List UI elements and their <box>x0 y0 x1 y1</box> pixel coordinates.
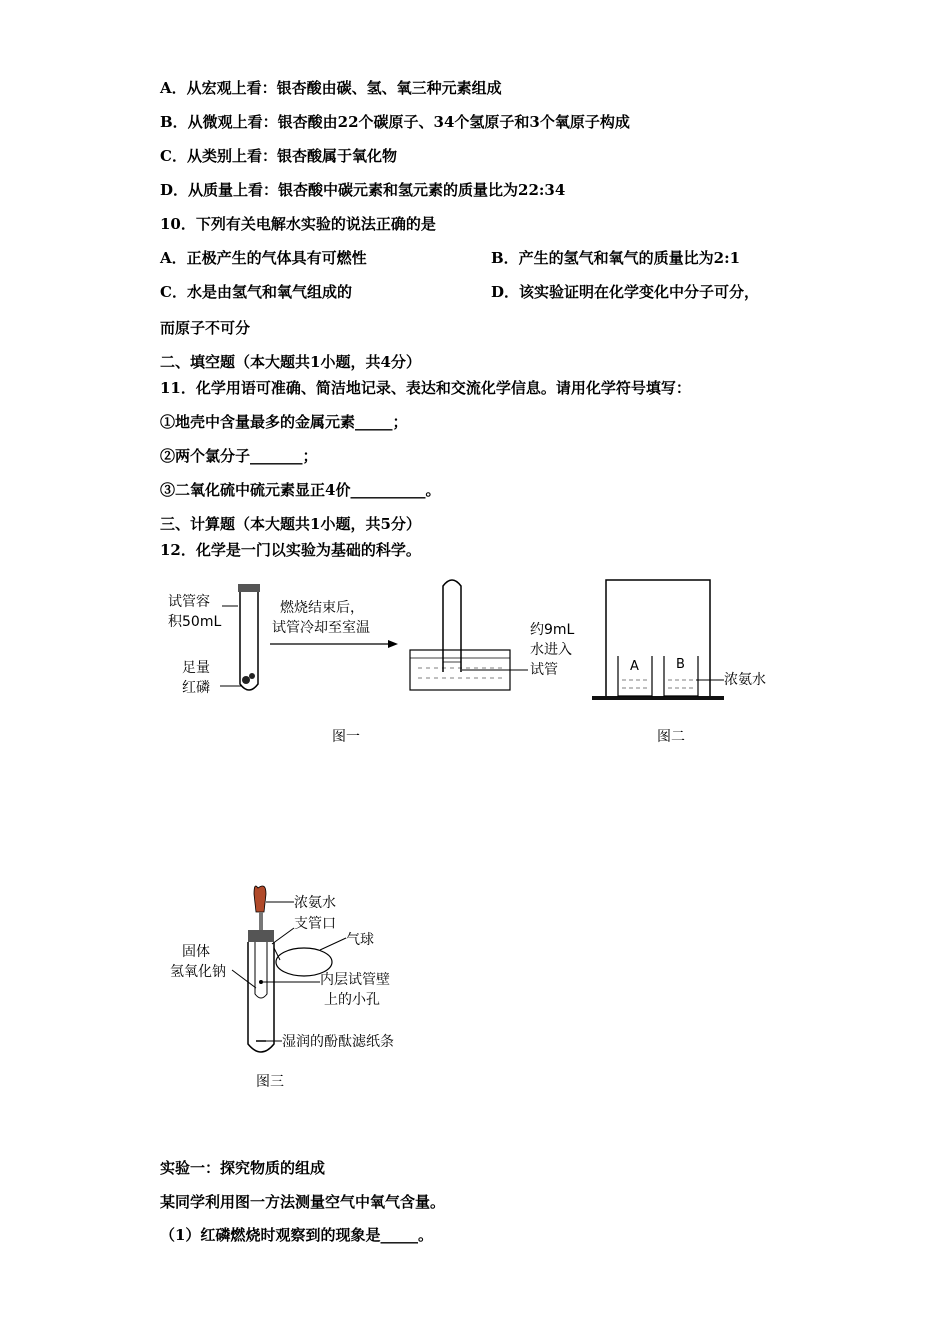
experiment1-heading: 实验一：探究物质的组成 <box>160 1159 326 1177</box>
fig1-test-tube <box>240 592 258 690</box>
q9-option-c: C．从类别上看：银杏酸属于氧化物 <box>160 147 397 165</box>
fig2-ammonia-label: 浓氨水 <box>724 672 766 688</box>
fig1-stopper <box>238 584 260 592</box>
q11-item-2: ②两个氯分子_______； <box>160 447 318 465</box>
fig3-solid-label-1: 固体 <box>182 944 210 960</box>
fig1-water-label-3: 试管 <box>530 662 558 678</box>
fig3-hole-label-1: 内层试管壁 <box>320 972 390 988</box>
q9-option-b: B．从微观上看：银杏酸由22个碳原子、34个氢原子和3个氧原子构成 <box>160 113 630 131</box>
experiment1-question-1: （1）红磷燃烧时观察到的现象是_____。 <box>160 1226 433 1244</box>
fig1-phosphorus-label-1: 足量 <box>182 660 210 676</box>
fig2-base <box>592 696 724 700</box>
figure-1-diagram <box>160 572 590 752</box>
q9-option-d: D．从质量上看：银杏酸中碳元素和氢元素的质量比为22:34 <box>160 181 566 199</box>
figure-2-diagram <box>592 576 782 706</box>
fig3-stopper <box>248 930 274 942</box>
fig3-solid-label-2: 氢氧化钠 <box>170 964 226 980</box>
q11-item-3: ③二氧化硫中硫元素显正4价__________。 <box>160 481 441 499</box>
q12-stem: 12．化学是一门以实验为基础的科学。 <box>160 541 421 559</box>
figure-3-diagram <box>160 884 420 1060</box>
fig3-hole-label-2: 上的小孔 <box>324 992 380 1008</box>
q10-option-d: D．该实验证明在化学变化中分子可分， <box>491 283 760 301</box>
fig3-small-hole <box>259 980 263 984</box>
fig1-tube-volume-label-1: 试管容 <box>168 594 210 610</box>
q11-stem: 11．化学用语可准确、简洁地记录、表达和交流化学信息。请用化学符号填写： <box>160 379 691 397</box>
fig3-ammonia-label: 浓氨水 <box>294 895 336 911</box>
q9-option-a: A．从宏观上看：银杏酸由碳、氢、氧三种元素组成 <box>160 79 502 97</box>
fig2-bell-jar <box>606 580 710 698</box>
fig3-outer-tube <box>248 942 274 1052</box>
fig2-label-a: A <box>630 659 639 674</box>
fig3-inner-tube <box>255 942 267 998</box>
section3-heading: 三、计算题（本大题共1小题，共5分） <box>160 515 421 533</box>
figure-1-caption: 图一 <box>332 729 360 745</box>
fig1-arrow-label-2: 试管冷却至室温 <box>272 620 370 636</box>
fig3-paper-label: 湿润的酚酞滤纸条 <box>282 1034 394 1050</box>
q10-stem: 10．下列有关电解水实验的说法正确的是 <box>160 215 436 233</box>
fig1-red-phosphorus <box>242 676 250 684</box>
section2-heading: 二、填空题（本大题共1小题，共4分） <box>160 353 421 371</box>
fig3-side-port-label: 支管口 <box>294 916 336 932</box>
fig1-arrow-label-1: 燃烧结束后， <box>280 600 364 616</box>
fig3-dropper-bulb <box>254 886 266 912</box>
q10-option-d-continued: 而原子不可分 <box>160 319 251 337</box>
q10-option-b: B．产生的氢气和氧气的质量比为2:1 <box>491 249 741 267</box>
fig1-phosphorus-label-2: 红磷 <box>182 680 210 696</box>
figure-2-caption: 图二 <box>657 729 685 745</box>
q10-option-c: C．水是由氢气和氧气组成的 <box>160 283 352 301</box>
fig2-label-b: B <box>676 657 685 672</box>
experiment1-intro: 某同学利用图一方法测量空气中氧气含量。 <box>160 1193 446 1211</box>
q10-option-a: A．正极产生的气体具有可燃性 <box>160 249 367 267</box>
fig3-balloon-label: 气球 <box>346 932 374 948</box>
q11-item-1: ①地壳中含量最多的金属元素_____； <box>160 413 408 431</box>
figure-3-caption: 图三 <box>256 1074 284 1090</box>
fig1-water-label-2: 水进入 <box>530 642 572 658</box>
fig1-water-label-1: 约9mL <box>530 622 575 638</box>
fig1-tube-volume-label-2: 积50mL <box>168 614 222 630</box>
